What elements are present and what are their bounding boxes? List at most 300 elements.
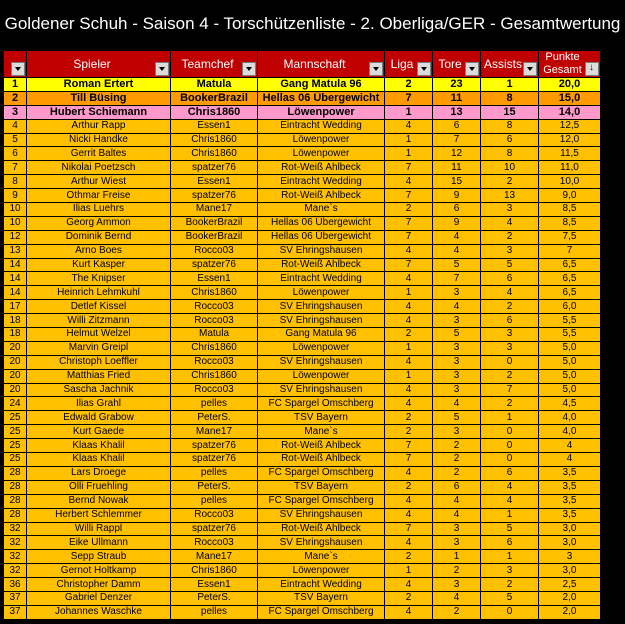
goals-cell: 6 bbox=[433, 119, 481, 133]
table-row bbox=[4, 369, 601, 383]
teamchef-cell: PeterS. bbox=[171, 411, 258, 425]
rank-cell: 1 bbox=[4, 78, 27, 92]
player-name-cell: Klaas Khalil bbox=[27, 439, 171, 453]
rank-cell: 32 bbox=[4, 536, 27, 550]
teamchef-cell: Rocco03 bbox=[171, 508, 258, 522]
teamchef-cell: spatzer76 bbox=[171, 453, 258, 467]
liga-cell: 4 bbox=[385, 466, 433, 480]
table-row bbox=[4, 466, 601, 480]
goals-cell: 9 bbox=[433, 189, 481, 203]
team-cell: Mane`s bbox=[258, 550, 385, 564]
assists-cell: 15 bbox=[481, 105, 539, 119]
col-header-liga: Liga bbox=[385, 51, 433, 78]
liga-cell: 4 bbox=[385, 536, 433, 550]
rank-cell: 28 bbox=[4, 466, 27, 480]
goals-cell: 4 bbox=[433, 244, 481, 258]
table-row bbox=[4, 564, 601, 578]
teamchef-cell: PeterS. bbox=[171, 480, 258, 494]
points-cell: 3,0 bbox=[539, 536, 601, 550]
team-cell: FC Spargel Omschberg bbox=[258, 605, 385, 619]
points-cell: 7,5 bbox=[539, 230, 601, 244]
table-row bbox=[4, 439, 601, 453]
team-cell: Löwenpower bbox=[258, 341, 385, 355]
goals-cell: 4 bbox=[433, 397, 481, 411]
table-row bbox=[4, 480, 601, 494]
rank-cell: 17 bbox=[4, 300, 27, 314]
rank-cell: 20 bbox=[4, 383, 27, 397]
table-row bbox=[4, 216, 601, 230]
points-cell: 12,0 bbox=[539, 133, 601, 147]
goals-cell: 2 bbox=[433, 564, 481, 578]
team-cell: Mane`s bbox=[258, 425, 385, 439]
goals-cell: 9 bbox=[433, 216, 481, 230]
teamchef-cell: Essen1 bbox=[171, 578, 258, 592]
goals-cell: 12 bbox=[433, 147, 481, 161]
team-cell: SV Ehringshausen bbox=[258, 300, 385, 314]
team-cell: Rot-Weiß Ahlbeck bbox=[258, 161, 385, 175]
points-cell: 5,0 bbox=[539, 355, 601, 369]
liga-cell: 7 bbox=[385, 216, 433, 230]
table-row bbox=[4, 189, 601, 203]
teamchef-cell: Chris1860 bbox=[171, 369, 258, 383]
rank-cell: 28 bbox=[4, 494, 27, 508]
col-header-mannschaft: Mannschaft bbox=[258, 51, 385, 78]
player-name-cell: Georg Ammon bbox=[27, 216, 171, 230]
player-name-cell: Othmar Freise bbox=[27, 189, 171, 203]
teamchef-cell: spatzer76 bbox=[171, 189, 258, 203]
rank-cell: 14 bbox=[4, 258, 27, 272]
teamchef-cell: Rocco03 bbox=[171, 244, 258, 258]
liga-cell: 1 bbox=[385, 147, 433, 161]
teamchef-cell: Mane17 bbox=[171, 550, 258, 564]
teamchef-cell: pelles bbox=[171, 466, 258, 480]
player-name-cell: Arthur Wiest bbox=[27, 175, 171, 189]
table-row bbox=[4, 341, 601, 355]
rank-cell: 24 bbox=[4, 397, 27, 411]
teamchef-cell: BookerBrazil bbox=[171, 216, 258, 230]
points-cell: 7 bbox=[539, 244, 601, 258]
player-name-cell: Kurt Gaede bbox=[27, 425, 171, 439]
liga-cell: 2 bbox=[385, 203, 433, 217]
player-name-cell: The Knipser bbox=[27, 272, 171, 286]
table-row bbox=[4, 300, 601, 314]
teamchef-cell: Chris1860 bbox=[171, 341, 258, 355]
table-row bbox=[4, 119, 601, 133]
liga-cell: 2 bbox=[385, 328, 433, 342]
assists-cell: 4 bbox=[481, 480, 539, 494]
assists-cell: 0 bbox=[481, 605, 539, 619]
player-name-cell: Olli Fruehling bbox=[27, 480, 171, 494]
team-cell: Hellas 06 Übergewicht bbox=[258, 91, 385, 105]
col-header-rank bbox=[4, 51, 27, 78]
assists-cell: 1 bbox=[481, 550, 539, 564]
liga-cell: 4 bbox=[385, 355, 433, 369]
liga-cell: 4 bbox=[385, 578, 433, 592]
player-name-cell: Christoph Loeffler bbox=[27, 355, 171, 369]
table-row bbox=[4, 91, 601, 105]
rank-cell: 36 bbox=[4, 578, 27, 592]
points-cell: 15,0 bbox=[539, 91, 601, 105]
punkte-header-line1: Punkte bbox=[545, 51, 580, 63]
assists-cell: 6 bbox=[481, 272, 539, 286]
team-cell: SV Ehringshausen bbox=[258, 536, 385, 550]
goals-cell: 3 bbox=[433, 341, 481, 355]
rank-cell: 25 bbox=[4, 425, 27, 439]
goals-cell: 13 bbox=[433, 105, 481, 119]
table-row bbox=[4, 383, 601, 397]
assists-cell: 0 bbox=[481, 355, 539, 369]
team-cell: Eintracht Wedding bbox=[258, 272, 385, 286]
table-row bbox=[4, 522, 601, 536]
player-name-cell: Christopher Damm bbox=[27, 578, 171, 592]
rank-cell: 3 bbox=[4, 105, 27, 119]
rank-cell: 14 bbox=[4, 272, 27, 286]
player-name-cell: Sascha Jachnik bbox=[27, 383, 171, 397]
liga-cell: 2 bbox=[385, 480, 433, 494]
points-cell: 14,0 bbox=[539, 105, 601, 119]
liga-cell: 4 bbox=[385, 605, 433, 619]
team-cell: SV Ehringshausen bbox=[258, 314, 385, 328]
goals-cell: 5 bbox=[433, 328, 481, 342]
goals-cell: 15 bbox=[433, 175, 481, 189]
liga-cell: 7 bbox=[385, 453, 433, 467]
liga-cell: 7 bbox=[385, 91, 433, 105]
table-row bbox=[4, 536, 601, 550]
table-row bbox=[4, 105, 601, 119]
assists-cell: 0 bbox=[481, 425, 539, 439]
liga-cell: 1 bbox=[385, 133, 433, 147]
rank-cell: 14 bbox=[4, 286, 27, 300]
liga-cell: 7 bbox=[385, 230, 433, 244]
rank-cell: 10 bbox=[4, 203, 27, 217]
liga-cell: 2 bbox=[385, 78, 433, 92]
liga-cell: 2 bbox=[385, 550, 433, 564]
assists-cell: 5 bbox=[481, 591, 539, 605]
teamchef-cell: spatzer76 bbox=[171, 161, 258, 175]
player-name-cell: Helmut Welzel bbox=[27, 328, 171, 342]
teamchef-cell: Essen1 bbox=[171, 119, 258, 133]
player-name-cell: Heinrich Lehmkuhl bbox=[27, 286, 171, 300]
rank-cell: 25 bbox=[4, 411, 27, 425]
rank-cell: 18 bbox=[4, 314, 27, 328]
player-name-cell: Nikolai Poetzsch bbox=[27, 161, 171, 175]
player-name-cell: Arthur Rapp bbox=[27, 119, 171, 133]
liga-cell: 7 bbox=[385, 161, 433, 175]
goals-cell: 4 bbox=[433, 230, 481, 244]
points-cell: 4,0 bbox=[539, 425, 601, 439]
player-name-cell: Willi Rappl bbox=[27, 522, 171, 536]
goals-cell: 3 bbox=[433, 536, 481, 550]
assists-cell: 3 bbox=[481, 341, 539, 355]
assists-cell: 6 bbox=[481, 536, 539, 550]
goals-cell: 3 bbox=[433, 369, 481, 383]
points-cell: 11,5 bbox=[539, 147, 601, 161]
team-cell: Rot-Weiß Ahlbeck bbox=[258, 258, 385, 272]
goals-cell: 3 bbox=[433, 425, 481, 439]
liga-cell: 1 bbox=[385, 286, 433, 300]
liga-cell: 4 bbox=[385, 244, 433, 258]
team-cell: Rot-Weiß Ahlbeck bbox=[258, 189, 385, 203]
points-cell: 2,5 bbox=[539, 578, 601, 592]
col-header-tore: Tore bbox=[433, 51, 481, 78]
liga-cell: 7 bbox=[385, 439, 433, 453]
teamchef-cell: pelles bbox=[171, 605, 258, 619]
table-row bbox=[4, 578, 601, 592]
points-cell: 3,5 bbox=[539, 508, 601, 522]
assists-cell: 8 bbox=[481, 91, 539, 105]
rank-cell: 25 bbox=[4, 439, 27, 453]
table-row bbox=[4, 508, 601, 522]
assists-cell: 3 bbox=[481, 328, 539, 342]
team-cell: TSV Bayern bbox=[258, 591, 385, 605]
team-cell: Eintracht Wedding bbox=[258, 119, 385, 133]
table-row bbox=[4, 425, 601, 439]
table-body bbox=[4, 78, 601, 620]
player-name-cell: Bernd Nowak bbox=[27, 494, 171, 508]
filter-dropdown-icon[interactable] bbox=[242, 62, 256, 76]
goals-cell: 5 bbox=[433, 258, 481, 272]
points-cell: 5,0 bbox=[539, 341, 601, 355]
assists-cell: 1 bbox=[481, 508, 539, 522]
liga-cell: 4 bbox=[385, 119, 433, 133]
points-cell: 2,0 bbox=[539, 591, 601, 605]
assists-cell: 7 bbox=[481, 383, 539, 397]
team-cell: Löwenpower bbox=[258, 286, 385, 300]
rank-cell: 37 bbox=[4, 605, 27, 619]
assists-cell: 6 bbox=[481, 466, 539, 480]
assists-cell: 5 bbox=[481, 258, 539, 272]
teamchef-cell: Rocco03 bbox=[171, 355, 258, 369]
rank-cell: 12 bbox=[4, 230, 27, 244]
table-row bbox=[4, 78, 601, 92]
goals-cell: 11 bbox=[433, 161, 481, 175]
table-row bbox=[4, 230, 601, 244]
table-row bbox=[4, 272, 601, 286]
table-row bbox=[4, 161, 601, 175]
liga-cell: 4 bbox=[385, 494, 433, 508]
rank-cell: 5 bbox=[4, 133, 27, 147]
player-name-cell: Sepp Straub bbox=[27, 550, 171, 564]
goals-cell: 4 bbox=[433, 591, 481, 605]
liga-cell: 1 bbox=[385, 341, 433, 355]
rank-cell: 37 bbox=[4, 591, 27, 605]
table-row bbox=[4, 411, 601, 425]
goals-cell: 7 bbox=[433, 272, 481, 286]
points-cell: 3 bbox=[539, 550, 601, 564]
teamchef-cell: Mane17 bbox=[171, 203, 258, 217]
teamchef-cell: Essen1 bbox=[171, 175, 258, 189]
liga-cell: 1 bbox=[385, 369, 433, 383]
team-cell: SV Ehringshausen bbox=[258, 355, 385, 369]
team-cell: Gang Matula 96 bbox=[258, 78, 385, 92]
liga-cell: 2 bbox=[385, 425, 433, 439]
table-row bbox=[4, 397, 601, 411]
scorer-table bbox=[3, 50, 601, 620]
teamchef-cell: BookerBrazil bbox=[171, 91, 258, 105]
filter-dropdown-icon[interactable] bbox=[155, 62, 169, 76]
player-name-cell: Gernot Holtkamp bbox=[27, 564, 171, 578]
table-row bbox=[4, 175, 601, 189]
rank-cell: 28 bbox=[4, 480, 27, 494]
points-cell: 6,5 bbox=[539, 272, 601, 286]
team-cell: Löwenpower bbox=[258, 133, 385, 147]
goals-cell: 7 bbox=[433, 133, 481, 147]
player-name-cell: Gabriel Denzer bbox=[27, 591, 171, 605]
goals-cell: 2 bbox=[433, 605, 481, 619]
assists-cell: 0 bbox=[481, 453, 539, 467]
assists-cell: 3 bbox=[481, 203, 539, 217]
team-cell: FC Spargel Omschberg bbox=[258, 466, 385, 480]
rank-cell: 32 bbox=[4, 522, 27, 536]
liga-cell: 7 bbox=[385, 522, 433, 536]
rank-cell: 20 bbox=[4, 341, 27, 355]
goals-cell: 4 bbox=[433, 300, 481, 314]
assists-cell: 6 bbox=[481, 314, 539, 328]
player-name-cell: Till Büsing bbox=[27, 91, 171, 105]
table-row bbox=[4, 244, 601, 258]
liga-cell: 4 bbox=[385, 397, 433, 411]
player-name-cell: Klaas Khalil bbox=[27, 453, 171, 467]
player-name-cell: Detlef Kissel bbox=[27, 300, 171, 314]
goals-cell: 4 bbox=[433, 508, 481, 522]
points-cell: 12,5 bbox=[539, 119, 601, 133]
teamchef-cell: Rocco03 bbox=[171, 536, 258, 550]
liga-cell: 4 bbox=[385, 272, 433, 286]
points-cell: 3,5 bbox=[539, 480, 601, 494]
rank-cell: 8 bbox=[4, 175, 27, 189]
teamchef-cell: pelles bbox=[171, 397, 258, 411]
rank-cell: 18 bbox=[4, 328, 27, 342]
team-cell: Gang Matula 96 bbox=[258, 328, 385, 342]
teamchef-cell: Chris1860 bbox=[171, 147, 258, 161]
points-cell: 20,0 bbox=[539, 78, 601, 92]
player-name-cell: Roman Ertert bbox=[27, 78, 171, 92]
team-cell: FC Spargel Omschberg bbox=[258, 494, 385, 508]
assists-cell: 2 bbox=[481, 300, 539, 314]
assists-cell: 4 bbox=[481, 286, 539, 300]
liga-cell: 4 bbox=[385, 314, 433, 328]
assists-cell: 4 bbox=[481, 494, 539, 508]
table-row bbox=[4, 550, 601, 564]
liga-cell: 2 bbox=[385, 411, 433, 425]
filter-dropdown-icon[interactable] bbox=[523, 62, 537, 76]
points-cell: 6,0 bbox=[539, 300, 601, 314]
player-name-cell: Marvin Greipl bbox=[27, 341, 171, 355]
points-cell: 4 bbox=[539, 439, 601, 453]
assists-cell: 2 bbox=[481, 397, 539, 411]
points-cell: 10,0 bbox=[539, 175, 601, 189]
assists-cell: 3 bbox=[481, 244, 539, 258]
sort-descending-icon[interactable] bbox=[585, 62, 599, 76]
rank-cell: 7 bbox=[4, 161, 27, 175]
points-cell: 6,5 bbox=[539, 258, 601, 272]
col-header-teamchef: Teamchef bbox=[171, 51, 258, 78]
goals-cell: 1 bbox=[433, 550, 481, 564]
goals-cell: 2 bbox=[433, 466, 481, 480]
rank-cell: 32 bbox=[4, 550, 27, 564]
team-cell: SV Ehringshausen bbox=[258, 244, 385, 258]
team-cell: Eintracht Wedding bbox=[258, 578, 385, 592]
team-cell: Löwenpower bbox=[258, 564, 385, 578]
teamchef-cell: spatzer76 bbox=[171, 258, 258, 272]
team-cell: Löwenpower bbox=[258, 105, 385, 119]
goals-cell: 3 bbox=[433, 286, 481, 300]
teamchef-cell: Rocco03 bbox=[171, 314, 258, 328]
rank-cell: 32 bbox=[4, 564, 27, 578]
goals-cell: 6 bbox=[433, 480, 481, 494]
header-row bbox=[4, 51, 601, 78]
player-name-cell: Willi Zitzmann bbox=[27, 314, 171, 328]
goals-cell: 3 bbox=[433, 355, 481, 369]
filter-dropdown-icon[interactable] bbox=[417, 62, 431, 76]
assists-cell: 0 bbox=[481, 439, 539, 453]
rank-cell: 20 bbox=[4, 369, 27, 383]
teamchef-cell: spatzer76 bbox=[171, 522, 258, 536]
points-cell: 3,5 bbox=[539, 466, 601, 480]
player-name-cell: Nicki Handke bbox=[27, 133, 171, 147]
col-header-spieler: Spieler bbox=[27, 51, 171, 78]
points-cell: 8,5 bbox=[539, 203, 601, 217]
table-row bbox=[4, 258, 601, 272]
rank-cell: 28 bbox=[4, 508, 27, 522]
filter-dropdown-icon[interactable] bbox=[465, 62, 479, 76]
team-cell: TSV Bayern bbox=[258, 411, 385, 425]
goals-cell: 5 bbox=[433, 411, 481, 425]
teamchef-cell: pelles bbox=[171, 494, 258, 508]
rank-cell: 13 bbox=[4, 244, 27, 258]
assists-cell: 1 bbox=[481, 411, 539, 425]
points-cell: 5,5 bbox=[539, 328, 601, 342]
liga-cell: 4 bbox=[385, 383, 433, 397]
assists-cell: 2 bbox=[481, 578, 539, 592]
table-row bbox=[4, 453, 601, 467]
points-cell: 5,0 bbox=[539, 369, 601, 383]
player-name-cell: Ilias Grahl bbox=[27, 397, 171, 411]
team-cell: Hellas 06 Übergewicht bbox=[258, 216, 385, 230]
points-cell: 6,5 bbox=[539, 286, 601, 300]
points-cell: 4,5 bbox=[539, 397, 601, 411]
filter-dropdown-icon[interactable] bbox=[11, 62, 25, 76]
goals-cell: 3 bbox=[433, 522, 481, 536]
teamchef-cell: Matula bbox=[171, 78, 258, 92]
rank-cell: 25 bbox=[4, 453, 27, 467]
points-cell: 11,0 bbox=[539, 161, 601, 175]
goals-cell: 3 bbox=[433, 314, 481, 328]
teamchef-cell: Matula bbox=[171, 328, 258, 342]
liga-cell: 1 bbox=[385, 564, 433, 578]
player-name-cell: Lars Droege bbox=[27, 466, 171, 480]
liga-cell: 2 bbox=[385, 591, 433, 605]
rank-cell: 10 bbox=[4, 216, 27, 230]
teamchef-cell: Chris1860 bbox=[171, 286, 258, 300]
filter-dropdown-icon[interactable] bbox=[369, 62, 383, 76]
team-cell: FC Spargel Omschberg bbox=[258, 397, 385, 411]
goals-cell: 3 bbox=[433, 383, 481, 397]
teamchef-cell: Mane17 bbox=[171, 425, 258, 439]
points-cell: 5,5 bbox=[539, 314, 601, 328]
player-name-cell: Hubert Schiemann bbox=[27, 105, 171, 119]
assists-cell: 2 bbox=[481, 230, 539, 244]
rank-cell: 20 bbox=[4, 355, 27, 369]
rank-cell: 2 bbox=[4, 91, 27, 105]
teamchef-cell: Chris1860 bbox=[171, 105, 258, 119]
punkte-header-line2: Gesamt bbox=[543, 64, 582, 76]
team-cell: Löwenpower bbox=[258, 369, 385, 383]
liga-cell: 4 bbox=[385, 300, 433, 314]
teamchef-cell: Rocco03 bbox=[171, 383, 258, 397]
goals-cell: 4 bbox=[433, 494, 481, 508]
table-row bbox=[4, 133, 601, 147]
